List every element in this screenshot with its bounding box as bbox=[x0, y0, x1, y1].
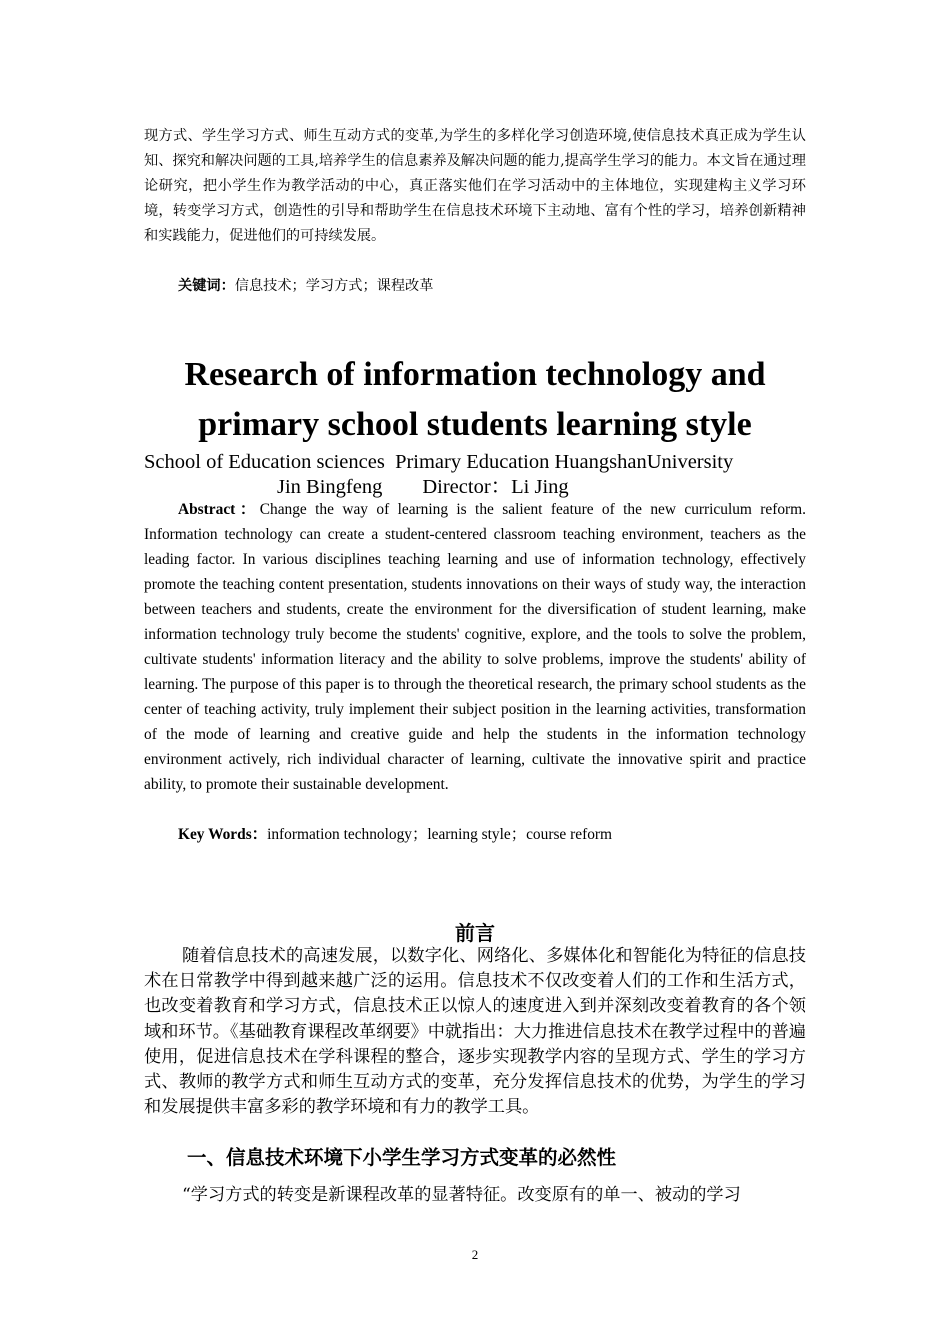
preface-heading: 前言 bbox=[455, 921, 495, 945]
chinese-keywords-label: 关键词： bbox=[178, 278, 235, 294]
chinese-abstract-tail: 现方式、学生学习方式、师生互动方式的变革,为学生的多样化学习创造环境,使信息技术真正成为学生认知、探究和解决问题的工具,培养学生的信息素养及解决问题的能力,提高学生学习的能力。本文旨在通过理论研究，把小学生作为教学活动的中心，真正落实他们在学习活动中的主体地位，实现建构主义学习环境，转变学习方式，创造性的引导和帮助学生在信息技术环境下主动地、富有个性的学习，培养创新精神和实践能力，促进他们的可持续发展。 bbox=[144, 128, 806, 244]
english-keywords-value: information technology；learning style；course reform bbox=[267, 826, 612, 843]
english-title-line1: Research of information technology and bbox=[184, 356, 766, 393]
chinese-keywords-value: 信息技术；学习方式；课程改革 bbox=[234, 278, 434, 294]
english-abstract-label: Abstract： bbox=[178, 501, 260, 518]
affiliation-department: Primary Education HuangshanUniversity bbox=[395, 451, 734, 473]
section-heading: 一、信息技术环境下小学生学习方式变革的必然性 bbox=[187, 1146, 617, 1169]
english-keywords bbox=[144, 822, 806, 847]
affiliation bbox=[144, 450, 824, 500]
section-first-line: “学习方式的转变是新课程改革的显著特征。改变原有的单一、被动的学习 bbox=[182, 1185, 741, 1205]
preface-text: 随着信息技术的高速发展，以数字化、网络化、多媒体化和智能化为特征的信息技术在日常教学中得到越来越广泛的运用。信息技术不仅改变着人们的工作和生活方式，也改变着教育和学习方式，信息技术正以惊人的速度进入到并深刻改变着教育的各个领域和环节。《基础教育课程改革纲要》中就指出：大力推进信息技术在教学过程中的普遍使用，促进信息技术在学科课程的整合，逐步实现教学内容的呈现方式、学生的学习方式、教师的教学方式和师生互动方式的变革，充分发挥信息技术的优势，为学生的学习和发展提供丰富多彩的教学环境和有力的教学工具。 bbox=[144, 946, 806, 1118]
affiliation-school: School of Education sciences bbox=[144, 451, 385, 473]
english-abstract-text: Change the way of learning is the salient feature of the new curriculum reform. Information technology can create a student-centered classroom teaching environment, teachers as the leading factor. In various disciplines teaching learning and use of information technology, effectively promote the teaching content presentation, students innovations on their ways of study way, the interaction between teachers and students, create the environment for the diversification of student learning, make information technology truly become the students' cognitive, explore, and the tools to solve the problem, cultivate students' information literacy and the ability to solve problems, improve the students' ability of learning. The purpose of this paper is to through the theoretical research, the primary school students as the center of teaching activity, truly implement their subject position in the learning activities, transformation of the mode of learning and creative guide and help the students in the information technology environment actively, rich individual character of learning, cultivate the innovative spirit and practice ability, to promote their sustainable development. bbox=[144, 501, 806, 793]
preface-body bbox=[144, 944, 806, 1120]
section-body bbox=[144, 1182, 806, 1208]
english-keywords-label: Key Words： bbox=[178, 826, 268, 843]
english-title-line2: primary school students learning style bbox=[198, 406, 752, 443]
affiliation-author: Jin Bingfeng bbox=[277, 476, 383, 498]
chinese-keywords bbox=[144, 274, 806, 299]
english-title bbox=[100, 350, 850, 450]
affiliation-director: Director：Li Jing bbox=[422, 476, 569, 498]
page-number: 2 bbox=[471, 1247, 479, 1262]
english-abstract bbox=[144, 497, 806, 797]
